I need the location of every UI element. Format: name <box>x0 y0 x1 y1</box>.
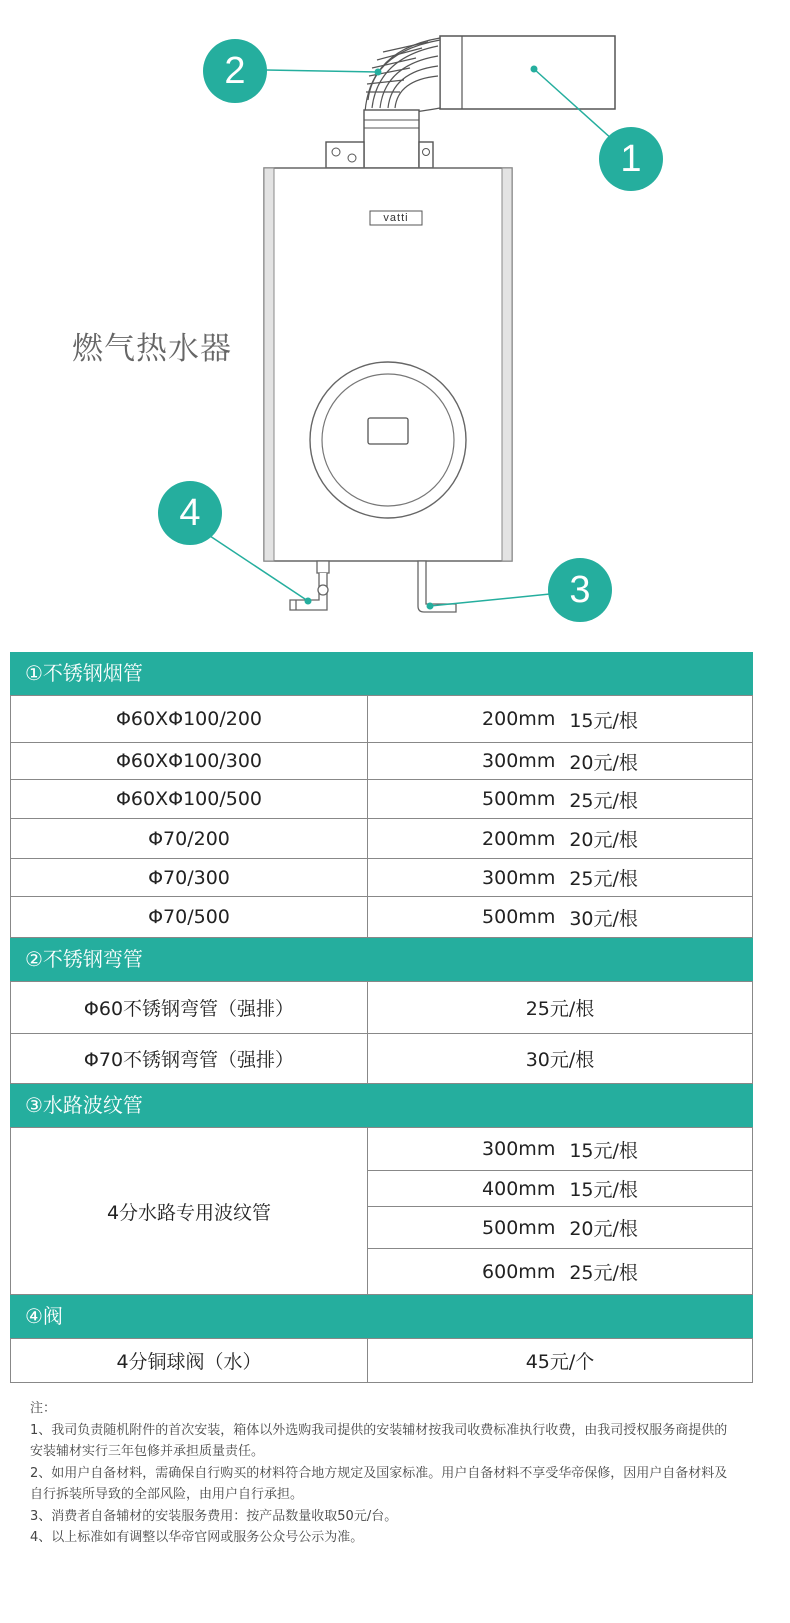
table-row <box>10 819 753 859</box>
table-row <box>10 743 753 780</box>
elbow-pipe <box>365 38 440 113</box>
section-header-valve: ④阀 <box>10 1295 753 1338</box>
note-item: 1、我司负责随机附件的首次安装，箱体以外选购我司提供的安装辅材按我司收费标准执行收费，由我司授权服务商提供的安装辅材实行三年包修并承担质量责任。 <box>30 1422 728 1459</box>
item-unit-price: 45元/个 <box>525 1351 595 1373</box>
note-item: 2、如用户自备材料，需确保自行购买的材料符合地方规定及国家标准。用户自备材料不享受华帝保修，因用户自备材料及自行拆装所导致的全部风险，由用户自行承担。 <box>30 1465 728 1502</box>
price-table <box>10 652 753 1383</box>
item-length: 200mm <box>482 708 556 730</box>
item-price <box>368 743 752 779</box>
note-item: 4、以上标准如有调整以华帝官网或服务公众号公示为准。 <box>30 1530 364 1545</box>
table-row <box>10 1034 753 1084</box>
item-length: 500mm <box>482 906 556 928</box>
flue-collar <box>364 110 419 168</box>
item-unit-price: 25元/根 <box>569 789 638 812</box>
notes <box>30 1398 740 1549</box>
section-header-flue-pipe: ①不锈钢烟管 <box>10 652 753 695</box>
item-unit-price: 25元/根 <box>569 868 638 890</box>
item-name: Φ60不锈钢弯管（强排） <box>11 982 368 1033</box>
item-unit-price: 15元/根 <box>569 1139 638 1162</box>
item-name: Φ60XΦ100/200 <box>11 696 368 742</box>
item-price <box>368 897 752 937</box>
item-length: 300mm <box>482 1138 556 1160</box>
item-unit-price: 20元/根 <box>569 829 638 851</box>
item-unit-price: 30元/根 <box>525 1049 595 1071</box>
note-item: 3、消费者自备辅材的安装服务费用：按产品数量收取50元/台。 <box>30 1508 398 1524</box>
item-price <box>368 859 752 896</box>
item-unit-price: 25元/根 <box>569 1262 638 1284</box>
table-row <box>10 780 753 819</box>
item-name: Φ60XΦ100/500 <box>11 780 368 818</box>
mount-bracket-left <box>326 142 364 168</box>
list-item <box>368 1249 752 1294</box>
item-length: 400mm <box>482 1177 556 1200</box>
item-name: Φ70/500 <box>11 897 368 937</box>
item-unit-price: 15元/根 <box>569 1179 638 1201</box>
section-header-elbow-pipe: ②不锈钢弯管 <box>10 938 753 981</box>
item-name: Φ70/300 <box>11 859 368 896</box>
brand-logo: vatti <box>383 212 409 224</box>
callout-1: 1 <box>599 127 663 191</box>
item-name: Φ60XΦ100/300 <box>11 743 368 779</box>
table-row <box>10 859 753 897</box>
list-item <box>368 1128 752 1171</box>
callout-3: 3 <box>548 558 612 622</box>
table-row-group <box>10 1127 753 1295</box>
item-name: 4分铜球阀（水） <box>11 1339 368 1382</box>
list-item <box>368 1207 752 1249</box>
item-length: 300mm <box>482 866 556 889</box>
item-length: 600mm <box>482 1260 556 1283</box>
item-name: Φ70/200 <box>11 819 368 858</box>
callout-2: 2 <box>203 39 267 103</box>
item-length: 300mm <box>482 750 556 772</box>
list-item <box>368 1171 752 1207</box>
heater-label: 燃气热水器 <box>72 331 232 367</box>
table-row <box>10 897 753 938</box>
product-diagram <box>0 0 790 660</box>
table-row <box>10 695 753 743</box>
callout-4: 4 <box>158 481 222 545</box>
item-unit-price: 25元/根 <box>525 998 595 1020</box>
item-price <box>368 819 752 858</box>
item-name: 4分水路专用波纹管 <box>11 1128 368 1294</box>
item-length: 200mm <box>482 827 556 850</box>
notes-heading: 注： <box>30 1401 57 1416</box>
item-name: Φ70不锈钢弯管（强排） <box>11 1034 368 1083</box>
item-unit-price: 15元/根 <box>569 709 638 732</box>
item-unit-price: 30元/根 <box>569 907 638 930</box>
variant-list <box>368 1128 752 1294</box>
item-price <box>368 696 752 742</box>
item-price <box>368 780 752 818</box>
table-row <box>10 1338 753 1383</box>
item-length: 500mm <box>482 1216 556 1239</box>
item-unit-price: 20元/根 <box>569 1218 638 1240</box>
item-unit-price: 20元/根 <box>569 751 638 774</box>
display-window <box>368 418 408 444</box>
exhaust-duct <box>440 36 615 109</box>
item-length: 500mm <box>482 788 556 810</box>
section-header-corrugated-pipe: ③水路波纹管 <box>10 1084 753 1127</box>
table-row <box>10 981 753 1034</box>
